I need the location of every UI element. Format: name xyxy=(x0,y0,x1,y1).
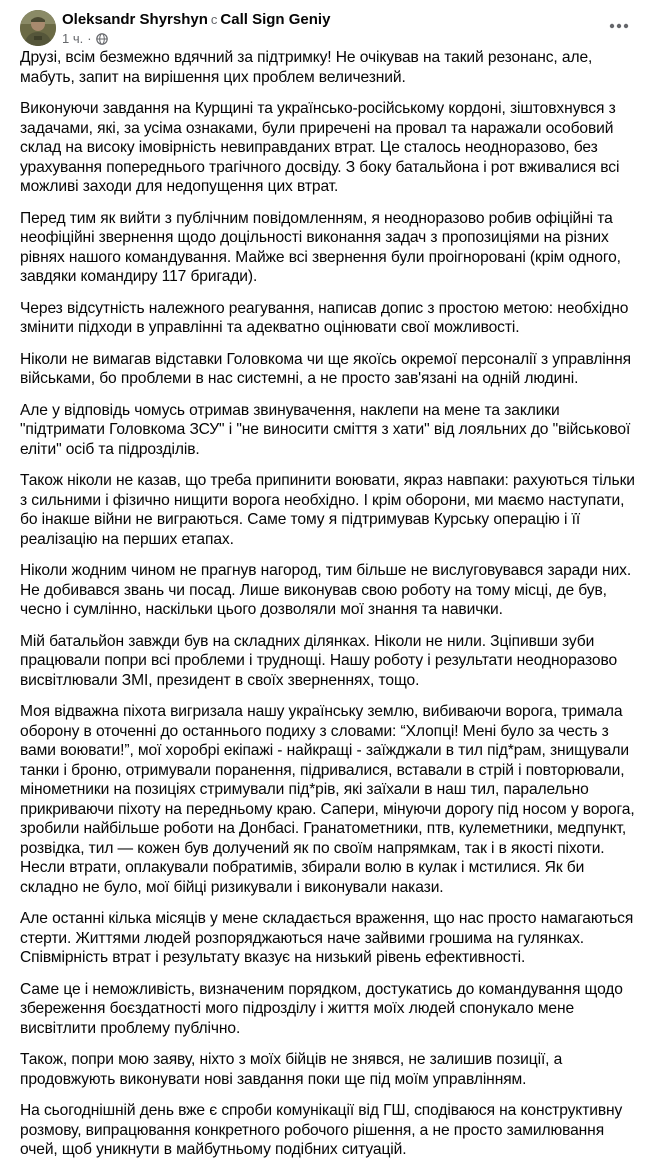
post-paragraph: На сьогоднішній день вже є спроби комунікації від ГШ, сподіваюся на конструктивну розмову, випрацювання конкретного робочого рішення, а не просто замилювання очей, щоб уникнути в майбутньому подібних ситуацій. xyxy=(20,1102,623,1158)
post-paragraph: Друзі, всім безмежно вдячний за підтримку! Не очікував на такий резонанс, але, мабуть, запит на вирішення цих проблем величезний. xyxy=(20,49,593,86)
globe-icon[interactable] xyxy=(96,33,108,45)
author-avatar[interactable] xyxy=(20,10,56,46)
post-paragraph: Моя відважна піхота вигризала нашу українську землю, вибиваючи ворога, тримала оборону в оточенні до останнього подиху з словами: “Хлопці! Мені було за честь з вами воювати!”, мої хоробрі екіпажі - найкращі - заїжджали в тил під*рам, знищували танки і броню, отримували поранення, підривалися, вставали в стрій і повторювали, мінометники на позиціях стримували під*рів, які заїхали в наш тил, паралельно прикриваючи піхоту на передньому краю. Сапери, мінуючи дорогу під носом у ворога, зробили найбільше роботи на Донбасі. Гранатометники, птв, кулеметники, медпункт, розвідка, тил — кожен був долучений як по своїм напрямкам, так і в якості піхоти. Несли втрати, оплакували побратимів, збирали волю в кулак і мстилися. Як би складно не було, мої бійці ризикували і виконували накази. xyxy=(20,703,635,896)
post-paragraph: Саме це і неможливість, визначеним порядком, достукатись до командування щодо збереження боєздатності мого підрозділу і життя моїх людей спонукало мене висвітлити проблему публічно. xyxy=(20,980,623,1037)
post-header xyxy=(20,8,649,48)
post-paragraph: Але у відповідь чомусь отримав звинувачення, наклепи на мене та заклики "підтримати Головкома ЗСУ" і "не виносити сміття з хати" від лояльних до "військової еліти" осіб та підрозділів. xyxy=(20,401,631,458)
author-line xyxy=(62,11,330,29)
post-paragraph: Перед тим як вийти з публічним повідомленням, я неодноразово робив офіційні та неофіційні звернення щодо доцільності виконання задач з пропозиціями на різних рівнях нашого командування. Майже всі звернення були проігноровані (крім одного, завдяки командиру 117 бригади). xyxy=(20,209,621,285)
avatar-image xyxy=(20,10,56,46)
post-paragraph: Також, попри мою заяву, ніхто з моїх бійців не знявся, не залишив позиції, а продовжують виконувати нові завдання поки ще під моїм управлінням. xyxy=(20,1051,563,1088)
post-meta xyxy=(62,31,108,47)
meta-separator: · xyxy=(87,31,92,46)
post-body xyxy=(20,48,638,1172)
post-paragraph: Ніколи жодним чином не прагнув нагород, тим більше не вислуговувався заради них. Не добивався звань чи посад. Лише виконував свою роботу на тому місці, де був, чесно і сумлінно, наскільки цього дозволяли мої знання та навички. xyxy=(20,562,632,618)
group-name-link[interactable]: Call Sign Geniy xyxy=(220,11,331,28)
post-paragraph: Через відсутність належного реагування, написав допис з простою метою: необхідно змінити підходи в управлінні та адекватно оцінювати свої можливості. xyxy=(20,299,629,336)
post-timestamp-link[interactable]: 1 ч. xyxy=(62,31,84,46)
post-paragraph: Ніколи не вимагав відставки Головкома чи ще якоїсь окремої персоналії з управління військами, бо проблеми в нас системні, а не просто зав'язані на одній людині. xyxy=(20,350,632,387)
post-paragraph: Також ніколи не казав, що треба припинити воювати, якраз навпаки: рахуються тільки з сильними і фізично нищити ворога необхідно. І крім оборони, ми маємо наступати, бо інакше війни не виграються. Саме тому я підтримував Курську операцію і її реалізацію на перших етапах. xyxy=(20,472,635,548)
author-name-link[interactable]: Oleksandr Shyrshyn xyxy=(62,11,208,28)
more-dots-icon[interactable] xyxy=(607,16,631,36)
via-label: с xyxy=(210,12,218,27)
post-paragraph: Але останні кілька місяців у мене складається враження, що нас просто намагаються стерти. Життями людей розпоряджаються наче зайвими грошима на гулянках. Співмірність втрат і результату вказує на низький рівень ефективності. xyxy=(20,910,634,966)
post-paragraph: Мій батальйон завжди був на складних ділянках. Ніколи не нили. Зціпивши зуби працювали попри всі проблеми і труднощі. Нашу роботу і результати неодноразово висвітлювали ЗМІ, президент в своїх зверненнях, тощо. xyxy=(20,632,618,689)
post-paragraph: Виконуючи завдання на Курщині та українсько-російському кордоні, зіштовхнувся з задачами, які, за усіма ознаками, були приречені на провал та наражали особовий склад на високу імовірність невиправданих втрат. Це сталось неодноразово, без урахування попереднього трагічного досвіду. З боку батальйона і рот вживалися всі можливі заходи для недопущення цих втрат. xyxy=(20,100,620,195)
